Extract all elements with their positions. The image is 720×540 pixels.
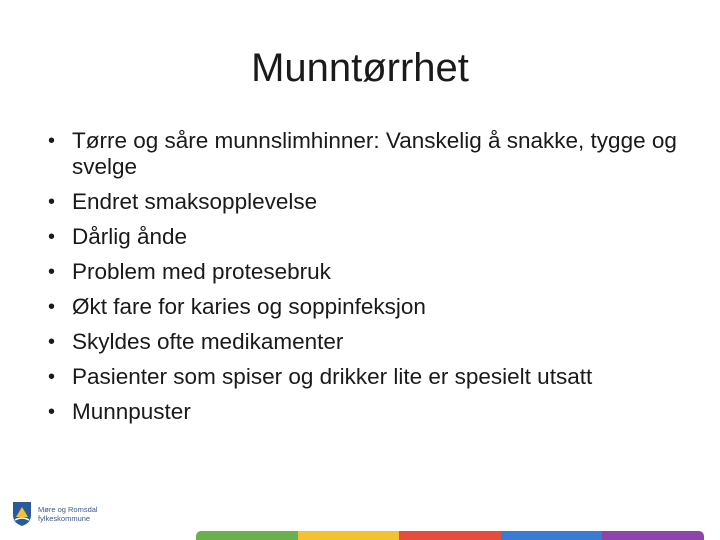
stripe-segment-blue bbox=[501, 531, 603, 540]
county-crest-icon bbox=[12, 501, 32, 527]
bullet-text: Økt fare for karies og soppinfeksjon bbox=[72, 294, 426, 319]
bullet-text: Pasienter som spiser og drikker lite er spesielt utsatt bbox=[72, 364, 593, 389]
stripe-segment-red bbox=[399, 531, 501, 540]
bullet-icon: • bbox=[48, 296, 56, 318]
bullet-text: Skyldes ofte medikamenter bbox=[72, 329, 344, 354]
bullet-list bbox=[48, 128, 688, 434]
bullet-icon: • bbox=[48, 261, 56, 283]
list-item bbox=[48, 364, 688, 390]
bullet-text: Endret smaksopplevelse bbox=[72, 189, 318, 214]
bullet-icon: • bbox=[48, 401, 56, 423]
logo-line-1: Møre og Romsdal bbox=[38, 505, 98, 514]
bullet-icon: • bbox=[48, 366, 56, 388]
slide-title: Munntørrhet bbox=[251, 46, 469, 90]
bullet-text: Dårlig ånde bbox=[72, 224, 188, 249]
bullet-icon: • bbox=[48, 226, 56, 248]
list-item bbox=[48, 294, 688, 320]
list-item bbox=[48, 189, 688, 215]
stripe-segment-yellow bbox=[298, 531, 400, 540]
bullet-icon: • bbox=[48, 191, 56, 213]
list-item bbox=[48, 329, 688, 355]
bullet-text: Tørre og såre munnslimhinner: Vanskelig å snakke, tygge og svelge bbox=[72, 128, 677, 179]
bullet-icon: • bbox=[48, 331, 56, 353]
logo-line-2: fylkeskommune bbox=[38, 514, 91, 523]
list-item bbox=[48, 128, 688, 180]
logo-text bbox=[38, 505, 98, 523]
stripe-segment-purple bbox=[602, 531, 704, 540]
list-item bbox=[48, 259, 688, 285]
footer-color-stripe bbox=[196, 531, 704, 540]
bullet-icon: • bbox=[48, 130, 56, 152]
stripe-segment-green bbox=[196, 531, 298, 540]
list-item bbox=[48, 399, 688, 425]
bullet-text: Munnpuster bbox=[72, 399, 191, 424]
county-logo bbox=[12, 500, 98, 528]
list-item bbox=[48, 224, 688, 250]
bullet-text: Problem med protesebruk bbox=[72, 259, 331, 284]
